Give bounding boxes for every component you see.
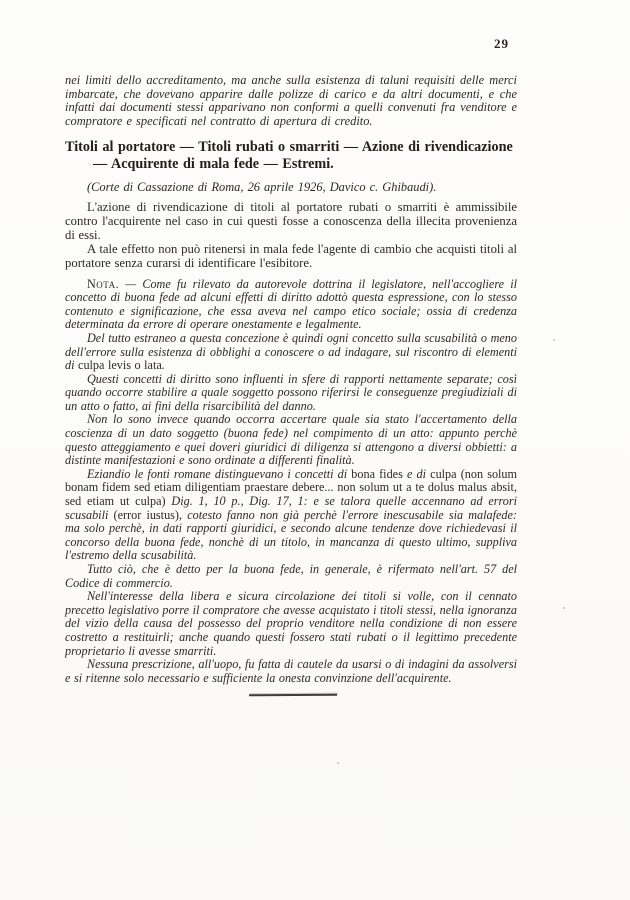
nota-label: Nota. [87,276,120,291]
intro-continuation-paragraph: nei limiti dello accreditamento, ma anche sulla esistenza di taluni requisiti delle merci imbarcate, che dovevano apparire dalle polizze di carico e da altri documenti, e che infatti dai documenti stessi apparivano non conformi a quelli convenuti fra venditore e compratore e specificati nel contratto di apertura di credito. [65,73,517,128]
note-text-segment: e di [402,466,431,481]
scan-speck [553,339,555,341]
note-paragraph [65,278,517,332]
scan-speck [337,762,339,764]
note-text-segment: Eziandio le fonti romane distinguevano i concetti di [87,466,352,481]
note-text-segment: Nell'interesse della libera e sicura circolazione dei titoli si volle, con il cennato precetto legislativo porre il compratore che avesse acquistato i titoli stessi, nella ignoranza del vizio della causa del possesso del proprio venditore nella condizione di non essere costretto a restituirli; anche quando questi fossero stati rubati o il legittimo precedente proprietario li avesse smarriti. [65,589,517,658]
nota-section [65,278,517,686]
note-paragraph [65,563,517,590]
note-paragraph [65,658,517,685]
note-paragraph [65,332,517,373]
note-paragraph [65,468,517,563]
page-content [65,74,517,696]
latin-quote: culpa (non solum bonam fidem sed etiam diligentiam praestare debere... non solum ut a te dolus malus absit, sed etiam ut culpa) [65,466,518,509]
section-divider-rule [249,694,337,697]
note-text-segment: . [161,358,165,373]
note-text-segment: Nessuna prescrizione, all'uopo, fu fatta di cautele da usarsi o di indagini da assolversi e si ritenne solo necessario e sufficiente la onesta convinzione dell'acquirente. [65,657,517,685]
note-text-segment: — Come fu rilevato da autorevole dottrina il legislatore, nell'accogliere il concetto di buona fede ad alcuni effetti di diritto adottò questa espressione, con lo stesso contenuto e significazione, che essa aveva nel campo etico sociale; ossia di credenza determinata da errore di operare onestamente e legalmente. [65,276,517,332]
note-text-segment: , cotesto fanno non già perchè l'errore inescusabile sia malafede: ma solo perchè, in dati rapporti giuridici, e secondo alcune tendenze dove richiedevasi il concorso della buona fede, nonchè di un titolo, in mancanza di questo ultimo, suppliva l'estremo della scusabilità. [65,507,517,563]
latin-term: (error iustus) [113,507,179,522]
note-paragraph [65,590,517,658]
note-text-segment: Non lo sono invece quando occorra accertare quale sia stato l'accertamento della coscienza di un dato soggetto (buona fede) nel compimento di un atto: appunto perchè questo atteggiamento e quei doveri giuridici di diligenza si attengono a diversi obbietti: a distinte manifestazioni e sono ordinate a differenti finalità. [65,412,517,468]
note-text-segment: Del tutto estraneo a questa concezione è quindi ogni concetto sulla scusabilità o meno dell'errore sulla esistenza di obblighi a conoscere o ad indagare, sul riscontro di elementi di [65,330,517,373]
note-text-segment: Tutto ciò, che è detto per la buona fede, in generale, è rifermato nell'art. 57 del Codice di commercio. [65,562,517,590]
scan-speck [563,607,565,609]
page-number: 29 [494,36,509,51]
latin-term: culpa levis o lata [78,358,162,373]
latin-term: bona fides [351,466,403,481]
note-text-segment: Questi concetti di diritto sono influenti in sfere di rapporti nettamente separate; così quando occorre stabilire a quale soggetto possono riferirsi le conseguenze pregiudiziali di un atto o fatto, ai fini della risarcibilità del danno. [65,371,517,413]
holding-paragraph: A tale effetto non può ritenersi in mala fede l'agente di cambio che acquisti titoli al portatore senza curarsi di identificare l'esibitore. [65,241,517,270]
note-paragraph [65,373,517,414]
digest-citation: Dig. 1, 10 p., Dig. 17, 1: e se talora quelle accennano ad errori scusabili [65,494,517,522]
holding-paragraph: L'azione di rivendicazione di titoli al portatore rubati o smarriti è ammissibile contro l'acquirente nel caso in cui questi fosse a conoscenza della illecita provenienza di essi. [65,200,517,242]
case-citation: (Corte di Cassazione di Roma, 26 aprile 1926, Davico c. Ghibaudi). [87,180,437,194]
headnote-title: Titoli al portatore — Titoli rubati o smarriti — Azione di rivendicazione — Acquirente di mala fede — Estremi. [65,139,513,172]
note-paragraph [65,413,517,467]
